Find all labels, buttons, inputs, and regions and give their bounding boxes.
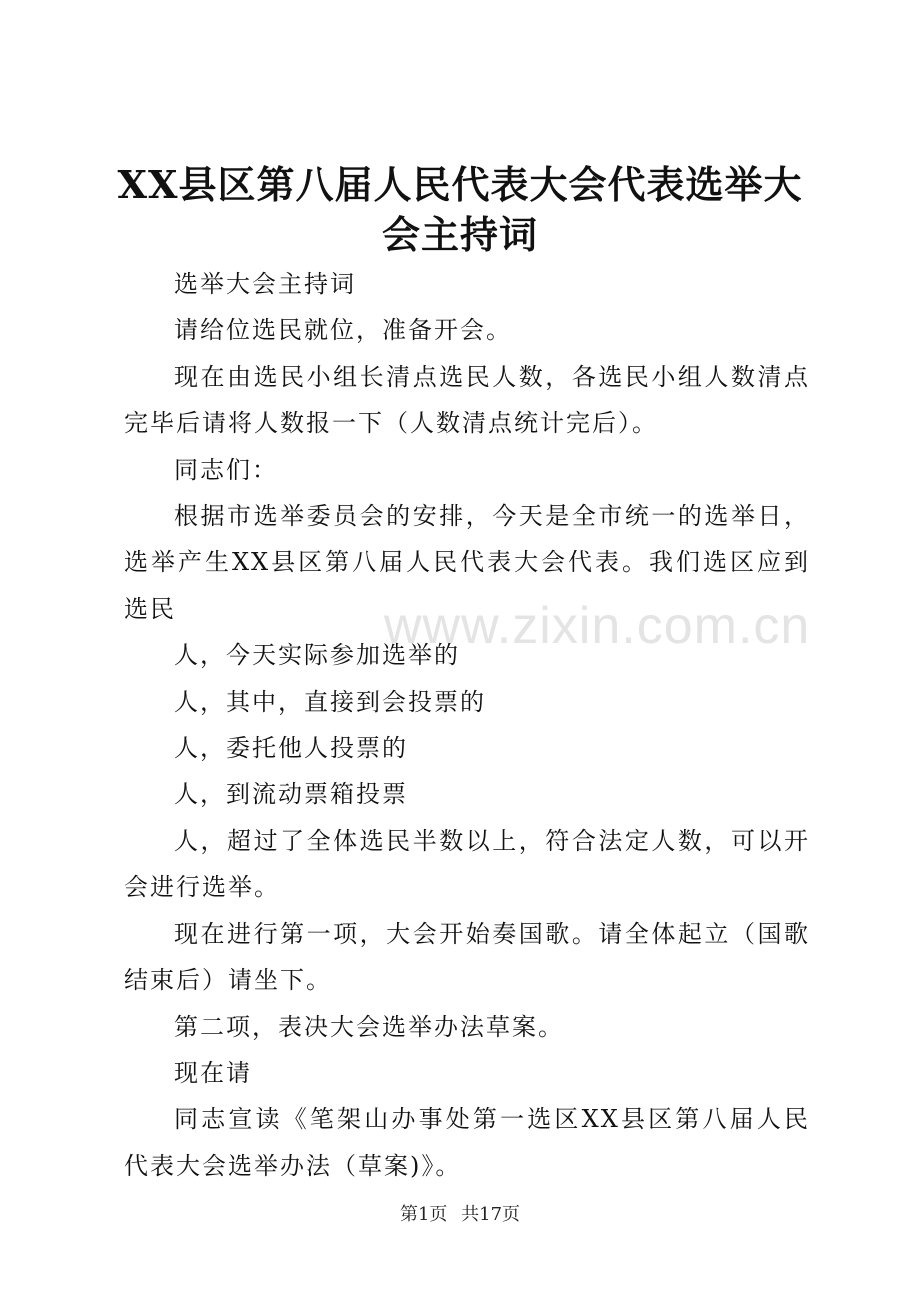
paragraph: 选举大会主持词 xyxy=(174,270,356,298)
paragraph: 同志宣读《笔架山办事处第一选区XX县区第八届人民代表大会选举办法（草案)》。 xyxy=(124,1105,810,1180)
page-total: 共17页 xyxy=(461,1204,521,1225)
paragraph: 人，其中，直接到会投票的 xyxy=(174,687,486,716)
paragraph: 根据市选举委员会的安排，今天是全市统一的选举日，选举产生XX县区第八届人民代表大会代表。我们选区应到选民 xyxy=(124,502,810,623)
document-title: XX县区第八届人民代表大会代表选举大会主持词 xyxy=(117,162,803,257)
paragraph: 现在由选民小组长清点选民人数，各选民小组人数清点完毕后请将人数报一下（人数清点统计完后）。 xyxy=(124,362,810,438)
paragraph: 现在进行第一项，大会开始奏国歌。请全体起立（国歌结束后）请坐下。 xyxy=(124,919,810,995)
paragraph: 人，今天实际参加选举的 xyxy=(174,641,460,670)
paragraph: 第二项，表决大会选举办法草案。 xyxy=(174,1012,564,1041)
paragraph: 请给位选民就位，准备开会。 xyxy=(174,316,512,345)
paragraph: 人，委托他人投票的 xyxy=(174,734,408,763)
paragraph: 同志们： xyxy=(174,455,278,484)
page-number: 第1页 xyxy=(399,1204,448,1225)
document-body xyxy=(124,261,810,1189)
watermark: www.zixin.com.cn xyxy=(384,597,811,655)
page-footer xyxy=(0,1200,920,1226)
paragraph: 现在请 xyxy=(174,1058,252,1087)
paragraph: 人，到流动票箱投票 xyxy=(174,780,408,809)
paragraph: 人，超过了全体选民半数以上，符合法定人数，可以开会进行选举。 xyxy=(124,826,810,902)
